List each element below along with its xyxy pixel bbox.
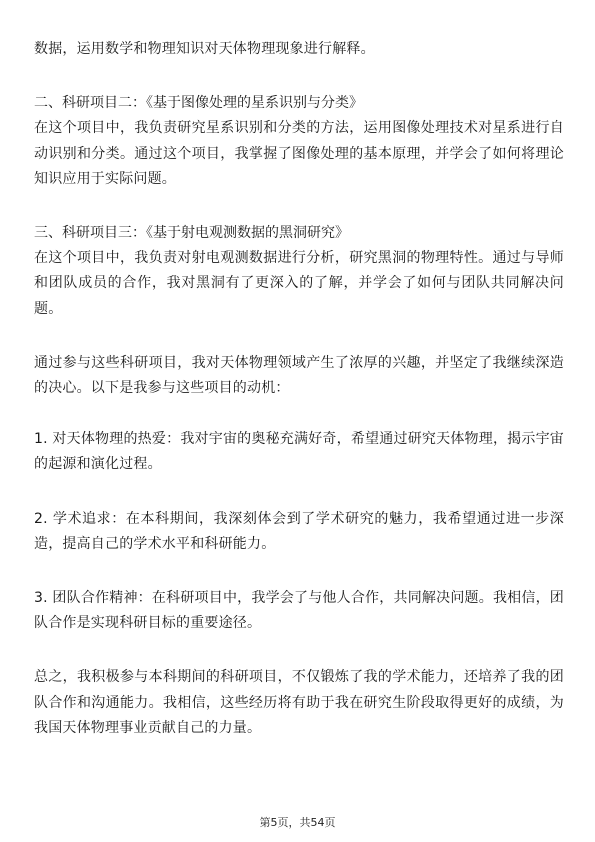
section-3-body: 在这个项目中，我负责对射电观测数据进行分析，研究黑洞的物理特性。通过与导师和团队成员的合作，我对黑洞有了更深入的了解，并学会了如何与团队共同解决问题。	[34, 250, 564, 317]
motivation-item-3: 3. 团队合作精神：在科研项目中，我学会了与他人合作，共同解决问题。我相信，团队合作是实现科研目标的重要途径。	[34, 590, 564, 632]
motivation-item-2: 2. 学术追求：在本科期间，我深刻体会到了学术研究的魅力，我希望通过进一步深造，提高自己的学术水平和科研能力。	[34, 510, 564, 552]
conclusion-paragraph: 总之，我积极参与本科期间的科研项目，不仅锻炼了我的学术能力，还培养了我的团队合作和沟通能力。我相信，这些经历将有助于我在研究生阶段取得更好的成绩，为我国天体物理事业贡献自己的力量。	[34, 669, 564, 736]
section-2-body: 在这个项目中，我负责研究星系识别和分类的方法，运用图像处理技术对星系进行自动识别和分类。通过这个项目，我掌握了图像处理的基本原理，并学会了如何将理论知识应用于实际问题。	[34, 120, 564, 187]
section-2-heading: 二、科研项目二：《基于图像处理的星系识别与分类》	[34, 95, 363, 112]
document-body	[34, 37, 564, 741]
intro-paragraph-tail: 数据，运用数学和物理知识对天体物理现象进行解释。	[34, 41, 375, 57]
section-3-heading: 三、科研项目三：《基于射电观测数据的黑洞研究》	[34, 225, 349, 242]
motivation-intro: 通过参与这些科研项目，我对天体物理领域产生了浓厚的兴趣，并坚定了我继续深造的决心。以下是我参与这些项目的动机：	[34, 354, 564, 397]
page-number-footer: 第5页，共54页	[259, 816, 336, 829]
motivation-item-1: 1. 对天体物理的热爱：我对宇宙的奥秘充满好奇，希望通过研究天体物理，揭示宇宙的起源和演化过程。	[34, 431, 564, 473]
